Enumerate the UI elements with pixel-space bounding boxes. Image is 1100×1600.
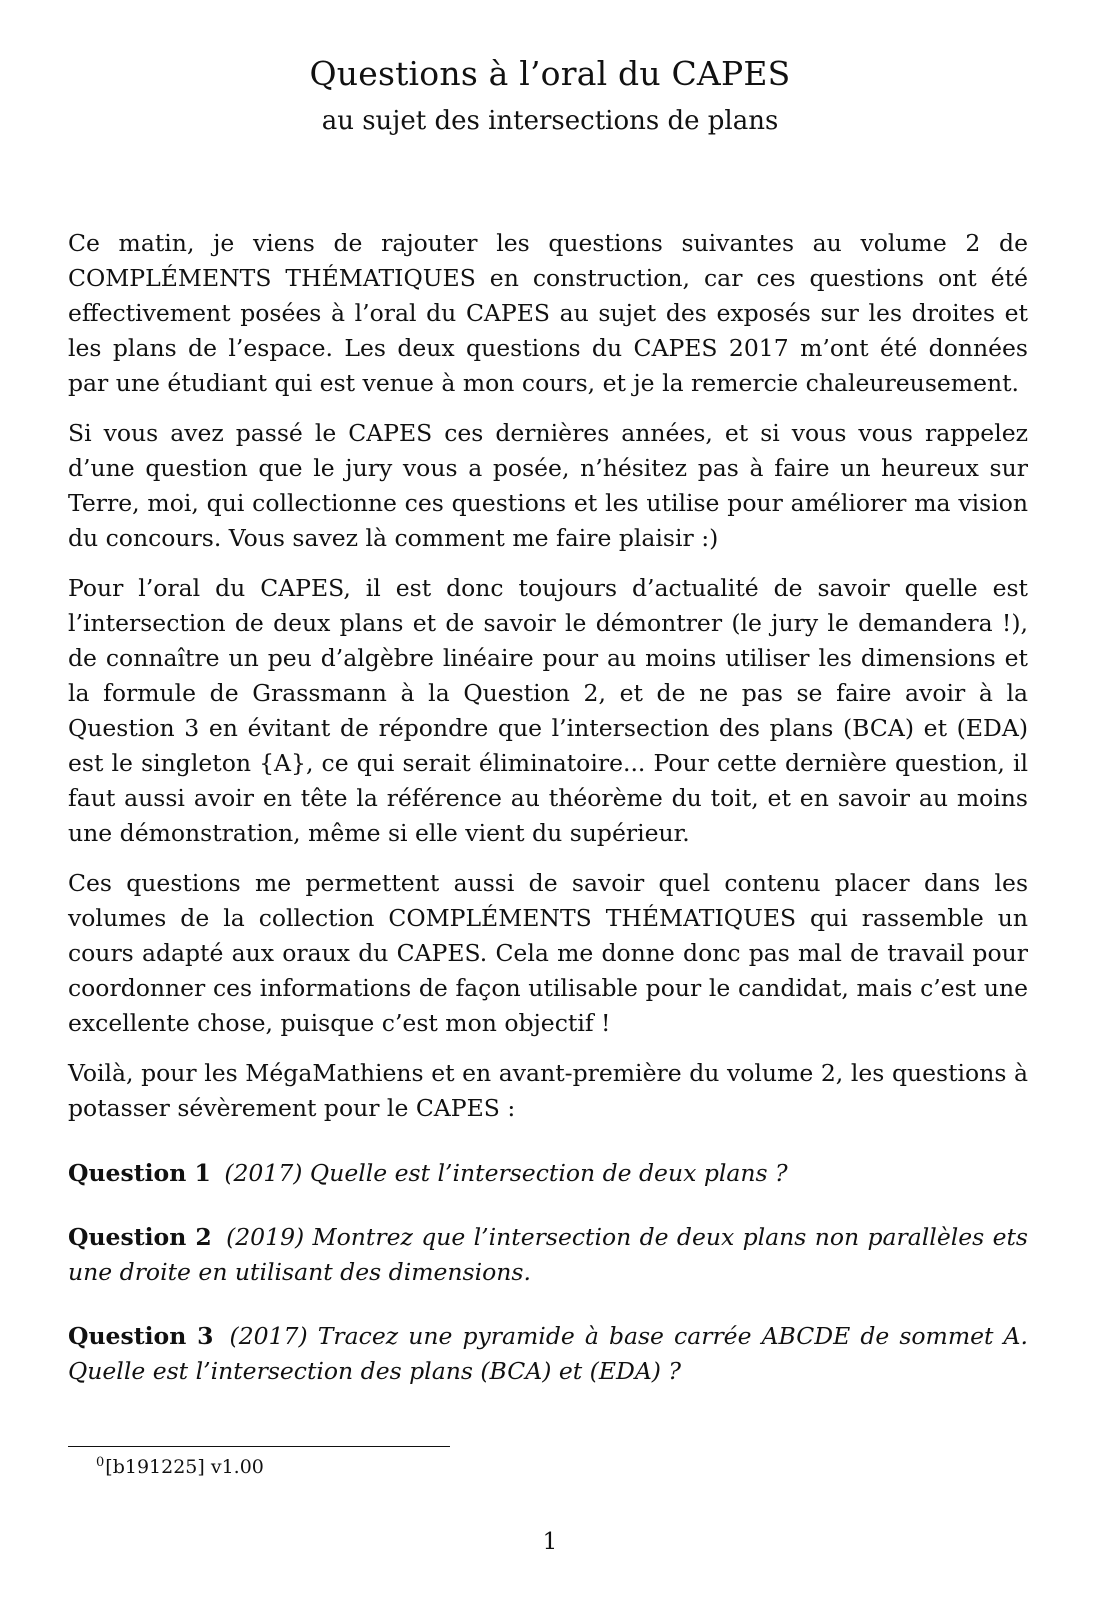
question-label: Question 1 <box>68 1159 211 1187</box>
paragraph-call-for-questions: Si vous avez passé le CAPES ces dernières années, et si vous vous rappelez d’une question que le jury vous a posée, n’hésitez pas à faire un heureux sur Terre, moi, qui collectionne ces questions et les utilise pour améliorer ma vision du concours. Vous savez là comment me faire plaisir :) <box>68 419 1028 552</box>
page-subtitle: au sujet des intersections de plans <box>321 106 779 136</box>
question-2 <box>68 1220 1028 1290</box>
footnote-text: [b191225] v1.00 <box>105 1456 264 1478</box>
question-text: (2017) Tracez une pyramide à base carrée ABCDE de sommet A. Quelle est l’intersection des plans (BCA) et (EDA) ? <box>68 1322 1028 1385</box>
page-number: 1 <box>542 1529 558 1555</box>
question-text: (2019) Montrez que l’intersection de deux plans non parallèles ets une droite en utilisant des dimensions. <box>68 1223 1028 1286</box>
paragraph-lead-in: Voilà, pour les MégaMathiens et en avant-première du volume 2, les questions à potasser sévèrement pour le CAPES : <box>68 1059 1028 1122</box>
footnote-marker: 0 <box>96 1454 105 1470</box>
page-title: Questions à l’oral du CAPES <box>309 54 791 93</box>
question-3 <box>68 1319 1028 1389</box>
footnote-rule <box>68 1446 450 1447</box>
question-text: (2017) Quelle est l’intersection de deux plans ? <box>224 1159 788 1187</box>
paragraph-oral-advice: Pour l’oral du CAPES, il est donc toujours d’actualité de savoir quelle est l’intersection de deux plans et de savoir le démontrer (le jury le demandera !), de connaître un peu d’algèbre linéaire pour au moins utiliser les dimensions et la formule de Grassmann à la Question 2, et de ne pas se faire avoir à la Question 3 en évitant de répondre que l’intersection des plans (BCA) et (EDA) est le singleton {A}, ce qui serait éliminatoire... Pour cette dernière question, il faut aussi avoir en tête la référence au théorème du toit, et en savoir au moins une démonstration, même si elle vient du supérieur. <box>68 574 1028 847</box>
question-label: Question 2 <box>68 1223 212 1251</box>
paragraph-collection: Ces questions me permettent aussi de savoir quel contenu placer dans les volumes de la collection COMPLÉMENTS THÉMATIQUES qui rassemble un cours adapté aux oraux du CAPES. Cela me donne donc pas mal de travail pour coordonner ces informations de façon utilisable pour le candidat, mais c’est une excellente chose, puisque c’est mon objectif ! <box>68 869 1028 1037</box>
paragraph-intro: Ce matin, je viens de rajouter les questions suivantes au volume 2 de COMPLÉMENTS THÉMATIQUES en construction, car ces questions ont été effectivement posées à l’oral du CAPES au sujet des exposés sur les droites et les plans de l’espace. Les deux questions du CAPES 2017 m’ont été données par une étudiant qui est venue à mon cours, et je la remercie chaleureusement. <box>68 229 1028 397</box>
footnote <box>96 1454 264 1480</box>
question-1 <box>68 1156 1028 1191</box>
body-text <box>68 226 1028 1418</box>
question-label: Question 3 <box>68 1322 214 1350</box>
